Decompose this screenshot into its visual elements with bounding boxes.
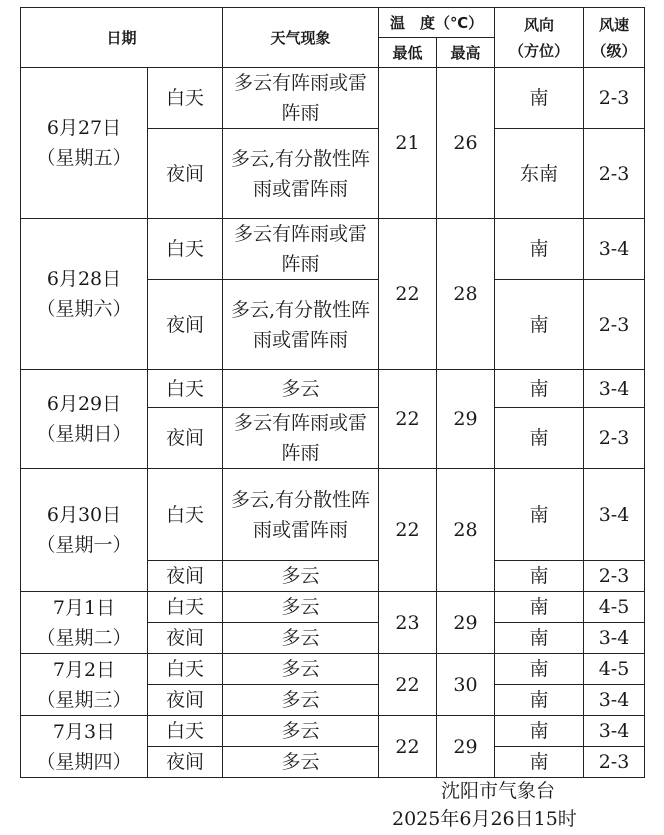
max-temp-cell: 29	[437, 716, 495, 778]
weekday-label: （星期三）	[36, 688, 132, 711]
wind-speed-cell: 2-3	[584, 129, 645, 219]
period-cell: 夜间	[148, 561, 223, 592]
table-row	[21, 716, 645, 747]
header-min-temp: 最低	[379, 38, 437, 68]
date-cell	[21, 68, 148, 219]
date-label: 6月28日	[46, 268, 122, 290]
wind-direction-cell: 南	[495, 219, 584, 280]
period-cell: 白天	[148, 469, 223, 561]
wind-speed-cell: 2-3	[584, 68, 645, 129]
weather-cell	[223, 68, 379, 129]
wind-direction-cell: 南	[495, 561, 584, 592]
wind-speed-cell: 3-4	[584, 685, 645, 716]
min-temp-cell: 22	[379, 469, 437, 592]
wind-direction-cell: 南	[495, 623, 584, 654]
wind-speed-cell: 3-4	[584, 716, 645, 747]
table-row	[21, 68, 645, 129]
header-wind-direction-line2: （方位）	[509, 41, 570, 60]
max-temp-cell: 28	[437, 469, 495, 592]
issue-time-label: 2025年6月26日15时	[392, 808, 577, 830]
header-wind-speed-line1: 风速	[599, 15, 630, 34]
wind-direction-cell: 南	[495, 280, 584, 370]
weather-cell	[223, 280, 379, 370]
min-temp-cell: 22	[379, 654, 437, 716]
wind-speed-cell: 2-3	[584, 408, 645, 469]
weather-cell	[223, 408, 379, 469]
table-row	[21, 654, 645, 685]
header-max-temp: 最高	[437, 38, 495, 68]
period-cell: 夜间	[148, 623, 223, 654]
period-cell: 白天	[148, 68, 223, 129]
weather-text: 多云,有分散性阵雨或雷阵雨	[230, 298, 371, 351]
weather-cell: 多云	[223, 592, 379, 623]
table-row	[21, 219, 645, 280]
weekday-label: （星期一）	[36, 534, 132, 556]
wind-direction-cell: 东南	[495, 129, 584, 219]
period-cell: 白天	[148, 654, 223, 685]
weather-text: 多云	[281, 565, 320, 587]
weekday-label: （星期二）	[36, 626, 132, 649]
min-temp-cell: 22	[379, 716, 437, 778]
weather-cell	[223, 129, 379, 219]
weekday-label: （星期五）	[36, 147, 132, 169]
date-label: 7月2日	[52, 658, 116, 681]
weather-cell	[223, 370, 379, 408]
date-cell	[21, 716, 148, 778]
wind-direction-cell: 南	[495, 469, 584, 561]
period-cell: 白天	[148, 592, 223, 623]
wind-direction-cell: 南	[495, 68, 584, 129]
table-row	[21, 592, 645, 623]
wind-direction-cell: 南	[495, 654, 584, 685]
wind-speed-cell: 4-5	[584, 592, 645, 623]
header-wind-direction	[495, 8, 584, 68]
weather-cell	[223, 561, 379, 592]
weather-text: 多云有阵雨或雷阵雨	[234, 412, 368, 464]
max-temp-cell: 29	[437, 592, 495, 654]
table-row	[21, 370, 645, 408]
wind-direction-cell: 南	[495, 716, 584, 747]
header-wind-speed-line2: （级）	[591, 41, 637, 60]
issuer-label: 沈阳市气象台	[441, 780, 556, 802]
weather-text: 多云	[281, 377, 320, 400]
weather-cell	[223, 219, 379, 280]
min-temp-cell: 22	[379, 219, 437, 370]
wind-speed-cell: 3-4	[584, 623, 645, 654]
weather-cell: 多云	[223, 716, 379, 747]
wind-speed-cell: 3-4	[584, 370, 645, 408]
period-cell: 夜间	[148, 685, 223, 716]
period-cell: 白天	[148, 370, 223, 408]
wind-speed-cell: 3-4	[584, 219, 645, 280]
wind-direction-cell: 南	[495, 747, 584, 778]
date-cell	[21, 469, 148, 592]
table-row	[21, 469, 645, 561]
max-temp-cell: 29	[437, 370, 495, 469]
max-temp-cell: 30	[437, 654, 495, 716]
date-label: 7月3日	[52, 720, 116, 743]
header-wind-speed	[584, 8, 645, 68]
weather-text: 多云,有分散性阵雨或雷阵雨	[230, 147, 371, 200]
header-wind-direction-line1: 风向	[524, 15, 555, 34]
min-temp-cell: 23	[379, 592, 437, 654]
max-temp-cell: 28	[437, 219, 495, 370]
wind-speed-cell: 2-3	[584, 561, 645, 592]
header-weather: 天气现象	[223, 8, 379, 68]
wind-direction-cell: 南	[495, 685, 584, 716]
date-cell	[21, 592, 148, 654]
date-label: 6月27日	[46, 117, 122, 139]
weather-cell	[223, 469, 379, 561]
min-temp-cell: 21	[379, 68, 437, 219]
wind-speed-cell: 2-3	[584, 747, 645, 778]
period-cell: 夜间	[148, 280, 223, 370]
period-cell: 夜间	[148, 408, 223, 469]
weather-text: 多云有阵雨或雷阵雨	[234, 223, 368, 275]
weekday-label: （星期日）	[36, 423, 132, 445]
weather-cell: 多云	[223, 654, 379, 685]
weather-cell: 多云	[223, 747, 379, 778]
header-temperature: 温 度（℃）	[379, 8, 495, 38]
min-temp-cell: 22	[379, 370, 437, 469]
weather-text: 多云有阵雨或雷阵雨	[234, 72, 368, 124]
date-label: 7月1日	[52, 596, 116, 619]
weekday-label: （星期六）	[36, 298, 132, 320]
date-cell	[21, 654, 148, 716]
weather-text: 多云,有分散性阵雨或雷阵雨	[230, 488, 371, 541]
weather-cell: 多云	[223, 623, 379, 654]
period-cell: 夜间	[148, 747, 223, 778]
weather-cell: 多云	[223, 685, 379, 716]
date-label: 6月29日	[46, 393, 122, 415]
date-label: 6月30日	[46, 504, 122, 526]
date-cell	[21, 219, 148, 370]
period-cell: 白天	[148, 219, 223, 280]
weekday-label: （星期四）	[36, 750, 132, 773]
period-cell: 白天	[148, 716, 223, 747]
wind-direction-cell: 南	[495, 370, 584, 408]
wind-speed-cell: 4-5	[584, 654, 645, 685]
period-cell: 夜间	[148, 129, 223, 219]
header-date: 日期	[21, 8, 223, 68]
max-temp-cell: 26	[437, 68, 495, 219]
date-cell	[21, 370, 148, 469]
wind-speed-cell: 3-4	[584, 469, 645, 561]
wind-direction-cell: 南	[495, 408, 584, 469]
wind-speed-cell: 2-3	[584, 280, 645, 370]
wind-direction-cell: 南	[495, 592, 584, 623]
forecast-table	[20, 7, 645, 778]
